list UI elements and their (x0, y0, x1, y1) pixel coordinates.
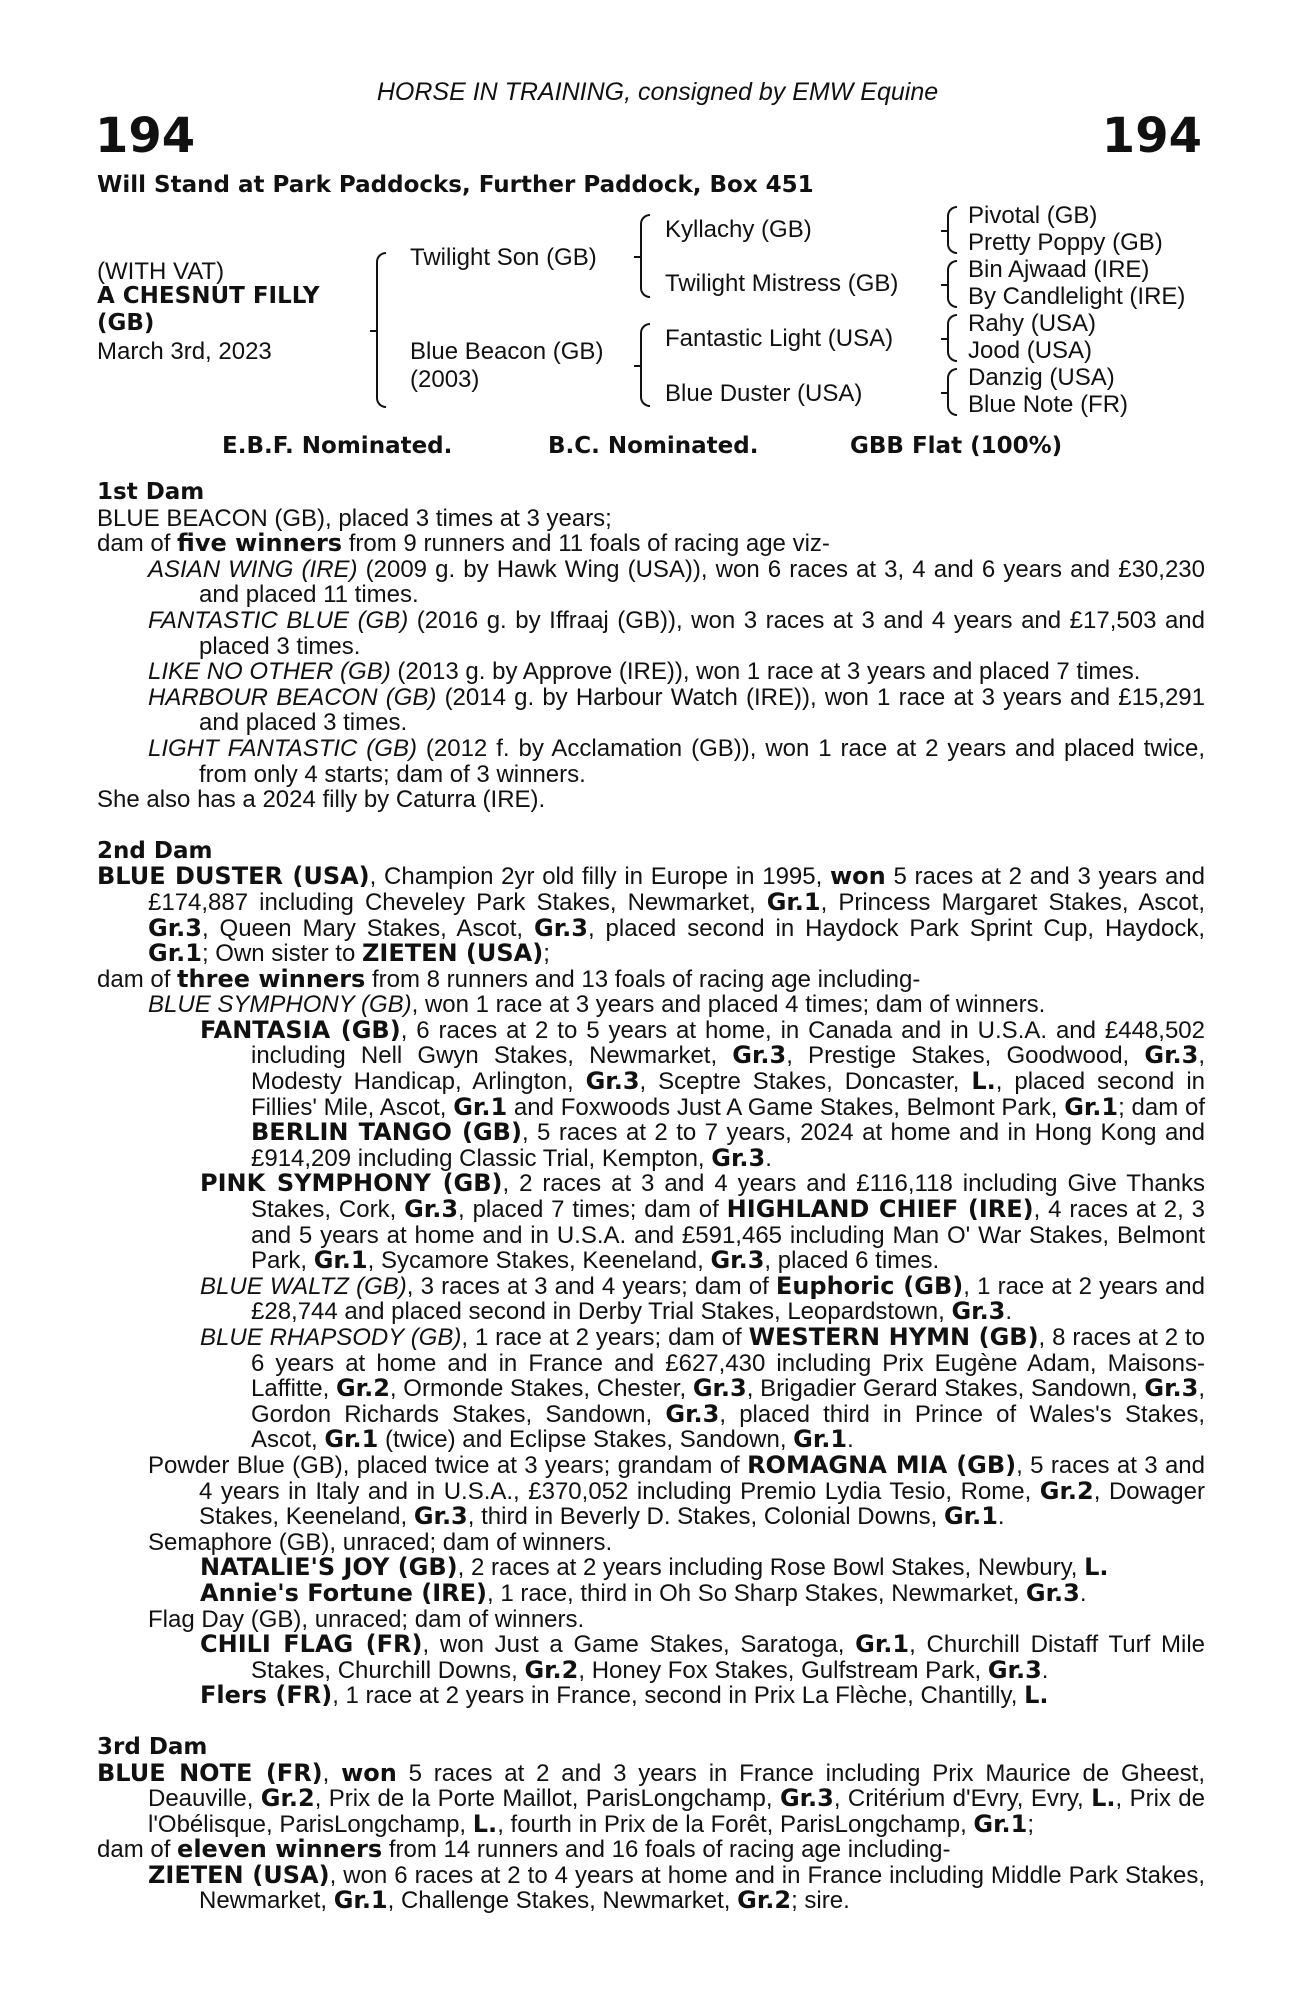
produce-entry: LIGHT FANTASTIC (GB) (2012 f. by Acclamation (GB)), won 1 race at 2 years and placed twice, from only 4 starts; dam of 3 winners. (148, 734, 1205, 788)
produce-entry: BLUE RHAPSODY (GB), 1 race at 2 years; dam of WESTERN HYMN (GB), 8 races at 2 to 6 years at home and in France and £627,430 including Prix Eugène Adam, Maisons-Laffitte, Gr.2, Ormonde Stakes, Chester, Gr.3, Brigadier Gerard Stakes, Sandown, Gr.3, Gordon Richards Stakes, Sandown, Gr.3, placed third in Prince of Wales's Stakes, Ascot, Gr.1 (twice) and Eclipse Stakes, Sandown, Gr.1. (200, 1323, 1206, 1454)
first-dam-heading: 1st Dam (97, 479, 205, 505)
produce-entry: Flag Day (GB), unraced; dam of winners. (148, 1605, 585, 1633)
foaling-date: March 3rd, 2023 (97, 338, 272, 365)
produce-entry: Flers (FR), 1 race at 2 years in France, second in Prix La Flèche, Chantilly, L. (200, 1681, 1049, 1710)
produce-entry: LIKE NO OTHER (GB) (2013 g. by Approve (IRE)), won 1 race at 3 years and placed 7 times. (148, 658, 1141, 686)
second-dam-entry: BLUE DUSTER (USA), Champion 2yr old filly in Europe in 1995, won 5 races at 2 and 3 years and £174,887 including Cheveley Park Stakes, Newmarket, Gr.1, Princess Margaret Stakes, Ascot, Gr.3, Queen Mary Stakes, Ascot, Gr.3, placed second in Haydock Park Sprint Cup, Haydock, Gr.1; Own sister to ZIETEN (USA); (97, 862, 1206, 968)
pedigree-brace-main (376, 252, 386, 408)
produce-entry: BLUE SYMPHONY (GB), won 1 race at 3 years and placed 4 times; dam of winners. (148, 991, 1046, 1019)
granddam-6: Jood (USA) (968, 337, 1093, 364)
produce-entry: HARBOUR BEACON (GB) (2014 g. by Harbour Watch (IRE)), won 1 race at 3 years and £15,291 and placed 3 times. (148, 683, 1205, 737)
grandsire-7: Danzig (USA) (968, 364, 1115, 391)
ebf-nomination: E.B.F. Nominated. (222, 433, 453, 459)
granddam-4: By Candlelight (IRE) (968, 283, 1186, 310)
vat-note: (WITH VAT) (97, 258, 225, 285)
stand-location: Will Stand at Park Paddocks, Further Paddock, Box 451 (97, 172, 814, 198)
catalogue-subtitle: HORSE IN TRAINING, consigned by EMW Equine (376, 78, 939, 106)
pedigree-brace-dam (640, 323, 650, 407)
third-dam-summary: dam of eleven winners from 14 runners and 16 foals of racing age including- (97, 1835, 951, 1864)
third-dam-heading: 3rd Dam (97, 1733, 208, 1760)
grandsire-5: Rahy (USA) (968, 310, 1097, 337)
produce-entry: Powder Blue (GB), placed twice at 3 years; grandam of ROMAGNA MIA (GB), 5 races at 3 and 4 years in Italy and in U.S.A., £370,052 including Premio Lydia Tesio, Rome, Gr.2, Dowager Stakes, Keeneland, Gr.3, third in Beverly D. Stakes, Colonial Downs, Gr.1. (148, 1450, 1205, 1531)
produce-entry: ASIAN WING (IRE) (2009 g. by Hawk Wing (USA)), won 6 races at 3, 4 and 6 years and £30,230 and placed 11 times. (148, 555, 1206, 609)
produce-entry: BLUE WALTZ (GB), 3 races at 3 and 4 years; dam of Euphoric (GB), 1 race at 2 years and £28,744 and placed second in Derby Trial Stakes, Leopardstown, Gr.3. (200, 1271, 1205, 1326)
second-dam-summary: dam of three winners from 8 runners and 13 foals of racing age including- (97, 964, 921, 993)
gbb-status: GBB Flat (100%) (850, 433, 1063, 459)
produce-entry: FANTASTIC BLUE (GB) (2016 g. by Iffraaj (GB)), won 3 races at 3 and 4 years and £17,503 and placed 3 times. (148, 606, 1206, 660)
first-dam-note: She also has a 2024 filly by Caturra (IRE). (97, 786, 546, 814)
first-dam-line: BLUE BEACON (GB), placed 3 times at 3 years; (97, 504, 612, 532)
produce-entry: Semaphore (GB), unraced; dam of winners. (148, 1528, 613, 1556)
produce-record (97, 480, 1205, 1914)
sire-dam: Twilight Mistress (GB) (665, 270, 899, 297)
second-dam-heading: 2nd Dam (97, 837, 213, 864)
granddam-2: Pretty Poppy (GB) (968, 229, 1163, 256)
dam-dam: Blue Duster (USA) (665, 380, 863, 407)
grandsire-1: Pivotal (GB) (968, 202, 1098, 229)
pedigree-brace-g4 (947, 368, 957, 416)
dam: Blue Beacon (GB) (410, 338, 604, 365)
grandsire-3: Bin Ajwaad (IRE) (968, 256, 1150, 283)
horse-name: A CHESNUT FILLY (97, 283, 320, 309)
produce-entry: PINK SYMPHONY (GB), 2 races at 3 and 4 years and £116,118 including Give Thanks Stakes, Cork, Gr.3, placed 7 times; dam of HIGHLAND CHIEF (IRE), 4 races at 2, 3 and 5 years at home and in U.S.A. and £591,465 including Man O' War Stakes, Belmont Park, Gr.1, Sycamore Stakes, Keeneland, Gr.3, placed 6 times. (200, 1169, 1206, 1275)
bc-nomination: B.C. Nominated. (548, 433, 759, 459)
pedigree-brace-g3 (947, 314, 957, 362)
lot-number-right: 194 (1101, 108, 1202, 164)
pedigree-brace-g1 (947, 206, 957, 254)
produce-entry: FANTASIA (GB), 6 races at 2 to 5 years at home, in Canada and in U.S.A. and £448,502 including Nell Gwyn Stakes, Newmarket, Gr.3, Prestige Stakes, Goodwood, Gr.3, Modesty Handicap, Arlington, Gr.3, Sceptre Stakes, Doncaster, L., placed second in Fillies' Mile, Ascot, Gr.1 and Foxwoods Just A Game Stakes, Belmont Park, Gr.1; dam of BERLIN TANGO (GB), 5 races at 2 to 7 years, 2024 at home and in Hong Kong and £914,209 including Classic Trial, Kempton, Gr.3. (200, 1015, 1205, 1172)
dam-year: (2003) (410, 366, 480, 393)
horse-name-origin: (GB) (97, 310, 155, 336)
first-dam-summary: dam of five winners from 9 runners and 11 foals of racing age viz- (97, 529, 830, 558)
produce-entry: CHILI FLAG (FR), won Just a Game Stakes, Saratoga, Gr.1, Churchill Distaff Turf Mile Stakes, Churchill Downs, Gr.2, Honey Fox Stakes, Gulfstream Park, Gr.3. (200, 1630, 1206, 1684)
sire-sire: Kyllachy (GB) (665, 216, 812, 243)
third-dam-entry: BLUE NOTE (FR), won 5 races at 2 and 3 years in France including Prix Maurice de Gheest, Deauville, Gr.2, Prix de la Porte Maillot, ParisLongchamp, Gr.3, Critérium d'Evry, Evry, L., Prix de l'Obélisque, ParisLongchamp, L., fourth in Prix de la Forêt, ParisLongchamp, Gr.1; (97, 1758, 1206, 1838)
pedigree-brace-sire (640, 214, 650, 298)
lot-number-left: 194 (95, 108, 196, 164)
produce-entry: ZIETEN (USA), won 6 races at 2 to 4 years at home and in France including Middle Park Stakes, Newmarket, Gr.1, Challenge Stakes, Newmarket, Gr.2; sire. (148, 1860, 1206, 1915)
pedigree-brace-g2 (947, 260, 957, 308)
dam-sire: Fantastic Light (USA) (665, 325, 894, 352)
produce-entry: NATALIE'S JOY (GB), 2 races at 2 years including Rose Bowl Stakes, Newbury, L. (200, 1553, 1109, 1582)
granddam-8: Blue Note (FR) (968, 391, 1129, 418)
sire: Twilight Son (GB) (410, 244, 597, 271)
produce-entry: Annie's Fortune (IRE), 1 race, third in Oh So Sharp Stakes, Newmarket, Gr.3. (200, 1578, 1087, 1607)
